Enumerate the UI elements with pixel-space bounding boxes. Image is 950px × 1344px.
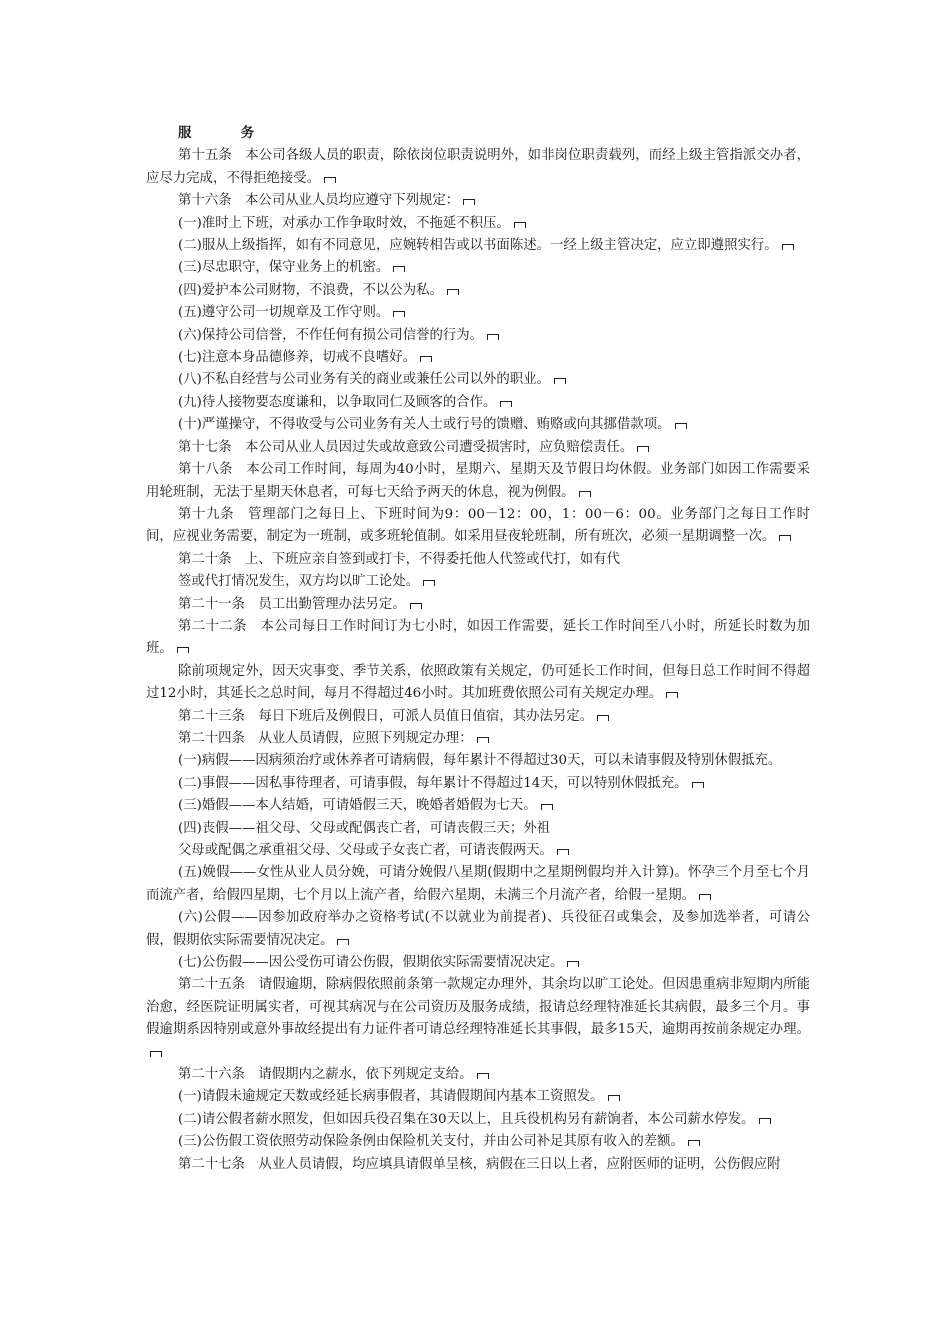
paragraph-text: (三)尽忠职守，保守业务上的机密。 [178, 260, 390, 276]
paragraph-mark-icon [410, 603, 422, 609]
paragraph [146, 750, 810, 772]
paragraph [146, 818, 810, 840]
paragraph [146, 325, 810, 347]
paragraph [146, 347, 810, 369]
paragraph-mark-icon [337, 939, 349, 945]
paragraph-text: 第二十一条 员工出勤管理办法另定。 [178, 596, 406, 612]
paragraph-text: 第二十三条 每日下班后及例假日，可派人员值日值宿，其办法另定。 [178, 708, 594, 724]
paragraph-mark-icon [608, 1095, 620, 1101]
paragraph [146, 974, 810, 1064]
paragraph-mark-icon [666, 692, 678, 698]
paragraph [146, 437, 810, 459]
paragraph-text: 第二十条 上、下班应亲自签到或打卡，不得委托他人代签或代打，如有代 [178, 551, 620, 567]
paragraph-mark-icon [782, 244, 794, 250]
paragraph [146, 862, 810, 907]
paragraph-mark-icon [597, 715, 609, 721]
paragraph-mark-icon [514, 222, 526, 228]
paragraph-text: (七)公伤假——因公受伤可请公伤假，假期依实际需要情况决定。 [178, 955, 564, 971]
paragraph-text: (一)病假——因病须治疗或休养者可请病假，每年累计不得超过30天，可以未请事假及特别休假抵充。 [178, 753, 782, 769]
paragraph-mark-icon [692, 782, 704, 788]
paragraph-mark-icon [463, 199, 475, 205]
paragraph [146, 952, 810, 974]
paragraph [146, 213, 810, 235]
paragraph-text: (四)爱护本公司财物，不浪费，不以公为私。 [178, 282, 443, 298]
paragraph [146, 840, 810, 862]
paragraph [146, 728, 810, 750]
paragraph-text: (一)准时上下班，对承办工作争取时效，不拖延不积压。 [178, 215, 510, 231]
paragraph [146, 661, 810, 706]
paragraph-text: (九)待人接物要态度谦和，以争取同仁及顾客的合作。 [178, 394, 497, 410]
paragraph [146, 907, 810, 952]
section-heading: 服 务 [178, 125, 273, 141]
paragraph [146, 392, 810, 414]
paragraph-mark-icon [500, 401, 512, 407]
paragraph-text: 第十五条 本公司各级人员的职责，除依岗位职责说明外，如非岗位职责载列，而经上级主管指派交办者，应尽力完成，不得拒绝接受。 [146, 148, 810, 186]
paragraph [146, 1154, 810, 1176]
paragraph-mark-icon [477, 737, 489, 743]
paragraph-mark-icon [477, 1073, 489, 1079]
paragraph-text: 第二十四条 从业人员请假，应照下列规定办理： [178, 730, 473, 746]
paragraph-mark-icon [393, 311, 405, 317]
paragraph-mark-icon [447, 289, 459, 295]
paragraph [146, 190, 810, 212]
paragraph [146, 504, 810, 549]
paragraph [146, 594, 810, 616]
paragraph [146, 1064, 810, 1086]
paragraph [146, 1109, 810, 1131]
paragraph [146, 145, 810, 190]
paragraph [146, 616, 810, 661]
paragraph-mark-icon [487, 334, 499, 340]
paragraph-mark-icon [688, 1140, 700, 1146]
paragraph-text: (三)婚假——本人结婚，可请婚假三天，晚婚者婚假为七天。 [178, 798, 537, 814]
paragraph-mark-icon [579, 491, 591, 497]
paragraph-text: 第十八条 本公司工作时间，每周为40小时，星期六、星期天及节假日均休假。业务部门如因工作需要采用轮班制，无法于星期天休息者，可每七天给予两天的休息，视为例假。 [146, 462, 810, 500]
paragraph-mark-icon [759, 1118, 771, 1124]
paragraph-mark-icon [393, 266, 405, 272]
paragraph [146, 795, 810, 817]
paragraph-mark-icon [699, 894, 711, 900]
paragraph-mark-icon [567, 961, 579, 967]
paragraph-mark-icon [423, 580, 435, 586]
paragraph-mark-icon [324, 177, 336, 183]
paragraph [146, 414, 810, 436]
paragraph-text: 第二十五条 请假逾期，除病假依照前条第一款规定办理外，其余均以旷工论处。但因患重病非短期内所能治愈，经医院证明属实者，可视其病况与在公司资历及服务成绩，报请总经理特准延长其病假，最多三个月。事假逾期系因特别或意外事故经提出有力证件者可请总经理特准延长其事假，最多15天，逾期再按前条规定办理。 [146, 977, 810, 1038]
paragraph-text: 第十六条 本公司从业人员均应遵守下列规定： [178, 193, 460, 209]
paragraph-text: (六)公假——因参加政府举办之资格考试(不以就业为前提者)、兵役征召或集会，及参加选举者，可请公假，假期依实际需要情况决定。 [146, 910, 810, 948]
paragraph-mark-icon [675, 423, 687, 429]
paragraph [146, 571, 810, 593]
paragraph-text: (六)保持公司信誉，不作任何有损公司信誉的行为。 [178, 327, 484, 343]
paragraph [146, 773, 810, 795]
paragraph-text: 第二十二条 本公司每日工作时间订为七小时，如因工作需要，延长工作时间至八小时，所延长时数为加班。 [146, 618, 810, 657]
paragraph [146, 549, 810, 571]
paragraph-text: (二)事假——因私事待理者，可请事假，每年累计不得超过14天，可以特别休假抵充。 [178, 775, 688, 791]
paragraph-text: (八)不私自经营与公司业务有关的商业或兼任公司以外的职业。 [178, 372, 550, 388]
paragraph-mark-icon [150, 1051, 162, 1057]
paragraph [146, 1086, 810, 1108]
paragraph-mark-icon [420, 356, 432, 362]
paragraph-text: (一)请假未逾规定天数或经延长病事假者，其请假期间内基本工资照发。 [178, 1089, 604, 1105]
paragraph-text: 第十九条 管理部门之每日上、下班时间为9：00－12：00，1：00－6：00。业务部门之每日工作时间，应视业务需要，制定为一班制，或多班轮值制。如采用昼夜轮班制，所有班次，必须一星期调整一次。 [146, 506, 810, 545]
paragraph [146, 706, 810, 728]
paragraph [146, 302, 810, 324]
paragraph-text: 第十七条 本公司从业人员因过失或故意致公司遭受损害时，应负赔偿责任。 [178, 439, 634, 455]
paragraph-text: 第二十六条 请假期内之薪水，依下列规定支给。 [178, 1067, 473, 1083]
paragraph-mark-icon [554, 378, 566, 384]
paragraph-text: 签或代打情况发生，双方均以旷工论处。 [178, 574, 420, 590]
paragraph [146, 459, 810, 504]
paragraph-text: 父母或配偶之承重祖父母、父母或子女丧亡者，可请丧假两天。 [178, 843, 553, 858]
document-page [146, 122, 810, 1176]
paragraph-mark-icon [557, 849, 569, 855]
document-body [146, 145, 810, 1176]
paragraph-mark-icon [779, 535, 791, 541]
paragraph [146, 235, 810, 257]
paragraph [146, 1131, 810, 1153]
paragraph-mark-icon [177, 647, 189, 653]
paragraph-mark-icon [541, 804, 553, 810]
paragraph-text: 除前项规定外，因天灾事变、季节关系，依照政策有关规定，仍可延长工作时间，但每日总工作时间不得超过12小时，其延长之总时间，每月不得超过46小时。其加班费依照公司有关规定办理。 [146, 663, 810, 702]
paragraph-text: (十)严谨操守，不得收受与公司业务有关人士或行号的馈赠、贿赂或向其挪借款项。 [178, 417, 671, 433]
paragraph [146, 280, 810, 302]
paragraph [146, 257, 810, 279]
paragraph-text: (三)公伤假工资依照劳动保险条例由保险机关支付，并由公司补足其原有收入的差额。 [178, 1134, 684, 1150]
paragraph-text: (二)服从上级指挥，如有不同意见，应婉转相告或以书面陈述。一经上级主管决定，应立即遵照实行。 [178, 238, 778, 254]
paragraph-text: (七)注意本身品德修养，切戒不良嗜好。 [178, 350, 417, 366]
paragraph-text: 第二十七条 从业人员请假，均应填具请假单呈核，病假在三日以上者，应附医师的证明，公伤假应附 [178, 1156, 781, 1172]
paragraph-text: (二)请公假者薪水照发，但如因兵役召集在30天以上，且兵役机构另有薪饷者，本公司薪水停发。 [178, 1111, 755, 1127]
paragraph-mark-icon [637, 446, 649, 452]
paragraph-text: (五)娩假——女性从业人员分娩，可请分娩假八星期(假期中之星期例假均并入计算)。怀孕三个月至七个月而流产者，给假四星期，七个月以上流产者，给假六星期，未满三个月流产者，给假一星期。 [146, 865, 810, 903]
paragraph-text: (四)丧假——祖父母、父母或配偶丧亡者，可请丧假三天；外祖 [178, 820, 550, 836]
paragraph [146, 369, 810, 391]
paragraph-text: (五)遵守公司一切规章及工作守则。 [178, 305, 390, 321]
